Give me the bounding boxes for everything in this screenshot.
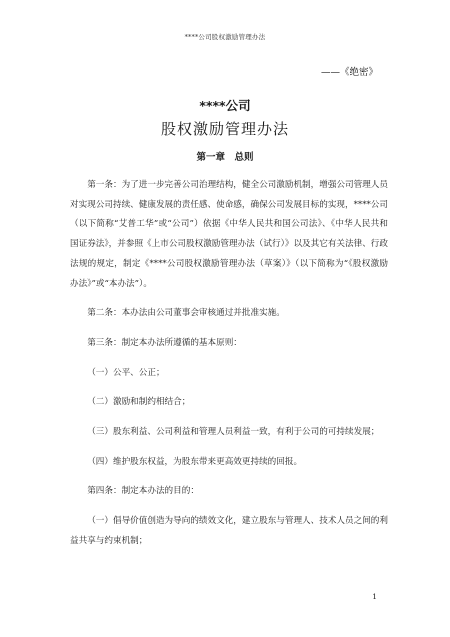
article-2: 第二条：本办法由公司董事会审核通过并批准实施。 (87, 308, 285, 319)
company-name: ****公司 (199, 98, 251, 113)
document-body (70, 176, 388, 552)
article-3-item-2: （二）激励和制约相结合； (87, 397, 191, 408)
article-3-item-3: （三）股东利益、公司利益和管理人员利益一致，有利于公司的可持续发展； (87, 427, 380, 438)
article-1: 第一条：为了进一步完善公司治理结构，健全公司激励机制，增强公司管理人员对实现公司持续、健康发展的责任感、使命感，确保公司发展目标的实现，****公司（以下简称“艾普工华”或“公司”）依据《中华人民共和国公司法》、《中华人民共和国证券法》，并参照《上市公司股权激励管理办法（试行）》以及其它有关法律、行政法规的规定，制定《****公司股权激励管理办法（草案）》（以下简称为“《股权激励办法》”或“本办法”）。 (70, 180, 388, 289)
article-3-item-4: （四）维护股东权益，为股东带来更高效更持续的回报。 (87, 456, 303, 467)
article-3: 第三条：制定本办法所遵循的基本原则： (87, 337, 242, 348)
page-number: 1 (372, 592, 377, 601)
running-header: ****公司股权激励管理办法 (184, 33, 266, 41)
article-4: 第四条：制定本办法的目的： (87, 486, 199, 497)
chapter-heading: 第一章 总则 (196, 152, 254, 163)
article-4-item-1: （一）倡导价值创造为导向的绩效文化，建立股东与管理人、技术人员之间的利益共享与约束机制； (70, 516, 388, 546)
confidential-mark: ——《绝密》 (320, 67, 378, 78)
article-3-item-1: （一）公平、公正； (87, 367, 165, 378)
document-title: 股权激励管理办法 (160, 120, 289, 138)
